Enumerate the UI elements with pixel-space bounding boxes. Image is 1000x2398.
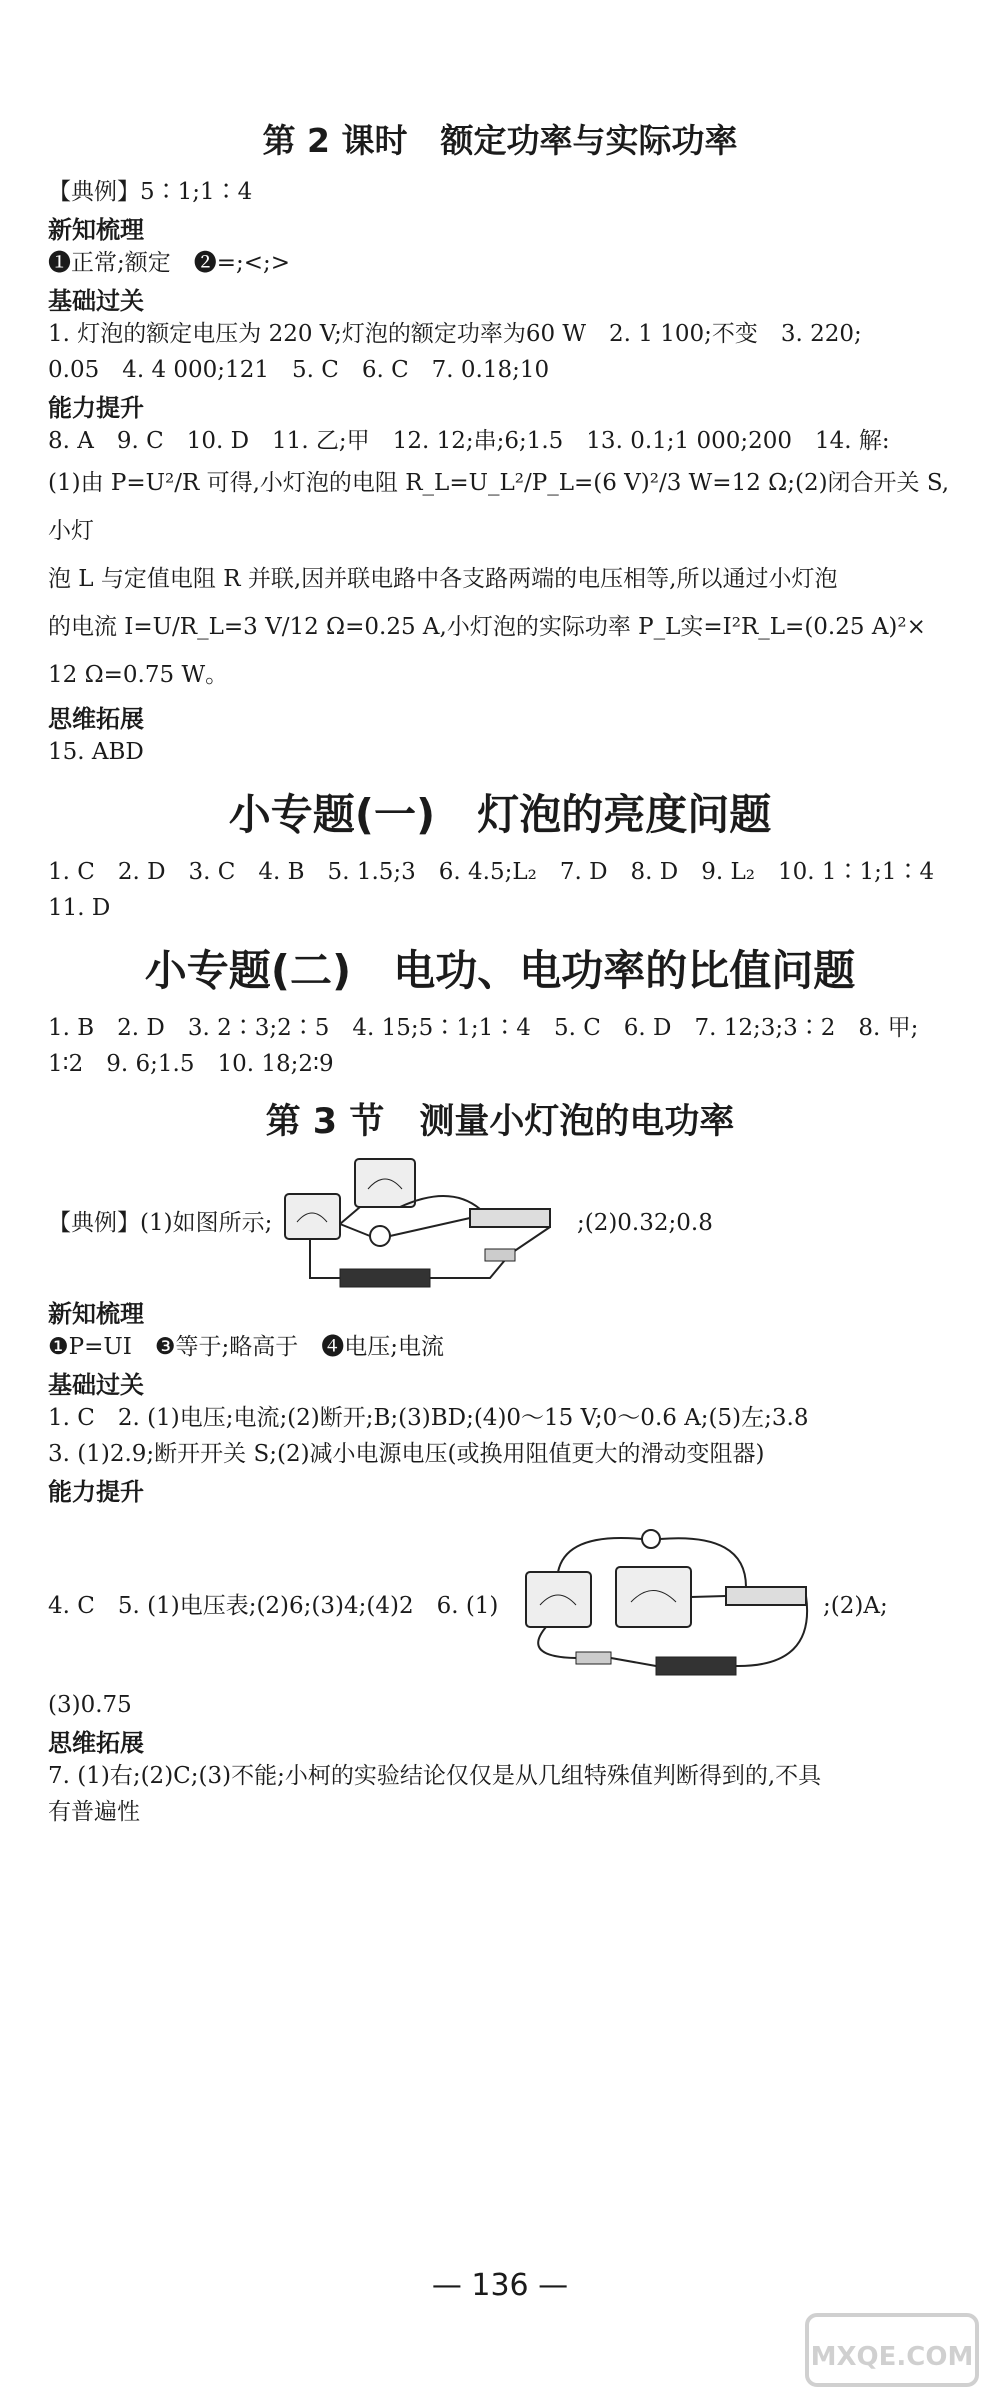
section3-siwei-head: 思维拓展 — [48, 1729, 144, 1757]
section3-example-suffix: ;(2)0.32;0.8 — [576, 1210, 713, 1236]
topic2-line2: 1∶2 9. 6;1.5 10. 18;2∶9 — [48, 1051, 334, 1077]
lesson2-xinzhi: ❶正常;额定 ❷=;<;> — [48, 250, 291, 276]
ammeter-icon — [285, 1194, 340, 1239]
battery-icon — [340, 1269, 430, 1287]
topic2-line1: 1. B 2. D 3. 2∶3;2∶5 4. 15;5∶1;1∶4 5. C 6. D 7. 12;3;3∶2 8. 甲; — [48, 1015, 919, 1041]
topic1-line2: 11. D — [48, 895, 111, 921]
switch-2-icon — [576, 1652, 611, 1664]
section3-example-prefix: 【典例】(1)如图所示; — [48, 1210, 273, 1236]
section3-jichu-line1: 1. C 2. (1)电压;电流;(2)断开;B;(3)BD;(4)0～15 V;0～0.6 A;(5)左;3.8 — [48, 1405, 809, 1431]
topic1-title: 小专题(一) 灯泡的亮度问题 — [228, 790, 772, 839]
page-number: — 136 — — [431, 2268, 569, 2303]
ammeter-2-icon — [526, 1572, 591, 1627]
section3-nengli-prefix: 4. C 5. (1)电压表;(2)6;(3)4;(4)2 6. (1) — [48, 1593, 499, 1619]
circuit-diagram-2 — [506, 1527, 816, 1687]
section3-jichu-line2: 3. (1)2.9;断开开关 S;(2)减小电源电压(或换用阻值更大的滑动变阻器) — [48, 1441, 765, 1467]
section3-title: 第 3 节 测量小灯泡的电功率 — [265, 1102, 735, 1142]
lesson2-siwei-head: 思维拓展 — [48, 705, 144, 733]
circuit-diagram-1 — [280, 1154, 570, 1294]
lesson2-jichu-line1: 1. 灯泡的额定电压为 220 V;灯泡的额定功率为60 W 2. 1 100;不变 3. 220; — [48, 321, 862, 347]
watermark-logo — [802, 2310, 982, 2390]
section3-xinzhi: ❶P=UI ❸等于;略高于 ❹电压;电流 — [48, 1334, 444, 1360]
topic2-title: 小专题(二) 电功、电功率的比值问题 — [144, 946, 856, 995]
section3-nengli-line1 — [48, 1527, 960, 1687]
lesson2-siwei: 15. ABD — [48, 739, 144, 765]
voltmeter-2-icon — [616, 1567, 691, 1627]
voltmeter-icon — [355, 1159, 415, 1207]
lesson2-nengli-head: 能力提升 — [48, 394, 144, 422]
lesson2-example: 【典例】5∶1;1∶4 — [48, 179, 253, 205]
watermark-text: MXQE.COM — [810, 2342, 974, 2372]
switch-icon — [485, 1249, 515, 1261]
section3-siwei-line2: 有普遍性 — [48, 1799, 140, 1825]
section3-nengli-head: 能力提升 — [48, 1478, 144, 1506]
lesson2-title: 第 2 课时 额定功率与实际功率 — [262, 121, 738, 160]
section3-nengli-line2: (3)0.75 — [48, 1692, 132, 1718]
lesson2-nengli-line2: (1)由 P=U²/R 可得,小灯泡的电阻 R_L=U_L²/P_L=(6 V)²/3 W=12 Ω;(2)闭合开关 S,小灯 — [48, 470, 950, 544]
rheostat-2-icon — [726, 1587, 806, 1605]
section3-siwei-line1: 7. (1)右;(2)C;(3)不能;小柯的实验结论仅仅是从几组特殊值判断得到的,不具 — [48, 1763, 822, 1789]
section3-example — [48, 1154, 960, 1294]
lesson2-nengli-line4: 的电流 I=U/R_L=3 V/12 Ω=0.25 A,小灯泡的实际功率 P_L实=I²R_L=(0.25 A)²× — [48, 614, 926, 640]
section3-xinzhi-head: 新知梳理 — [48, 1300, 144, 1328]
battery-2-icon — [656, 1657, 736, 1675]
bulb-icon — [370, 1226, 390, 1246]
section3-nengli-suffix: ;(2)A; — [823, 1593, 888, 1619]
lesson2-nengli-line3: 泡 L 与定值电阻 R 并联,因并联电路中各支路两端的电压相等,所以通过小灯泡 — [48, 566, 838, 592]
bulb-2-icon — [642, 1530, 660, 1548]
rheostat-icon — [470, 1209, 550, 1227]
lesson2-jichu-head: 基础过关 — [48, 287, 144, 315]
lesson2-jichu-line2: 0.05 4. 4 000;121 5. C 6. C 7. 0.18;10 — [48, 357, 550, 383]
section3-jichu-head: 基础过关 — [48, 1371, 144, 1399]
topic1-line1: 1. C 2. D 3. C 4. B 5. 1.5;3 6. 4.5;L₂ 7. D 8. D 9. L₂ 10. 1∶1;1∶4 — [48, 859, 935, 885]
lesson2-nengli-line1: 8. A 9. C 10. D 11. 乙;甲 12. 12;串;6;1.5 13. 0.1;1 000;200 14. 解: — [48, 428, 890, 454]
lesson2-nengli-line5: 12 Ω=0.75 W。 — [48, 662, 229, 688]
lesson2-xinzhi-head: 新知梳理 — [48, 216, 144, 244]
